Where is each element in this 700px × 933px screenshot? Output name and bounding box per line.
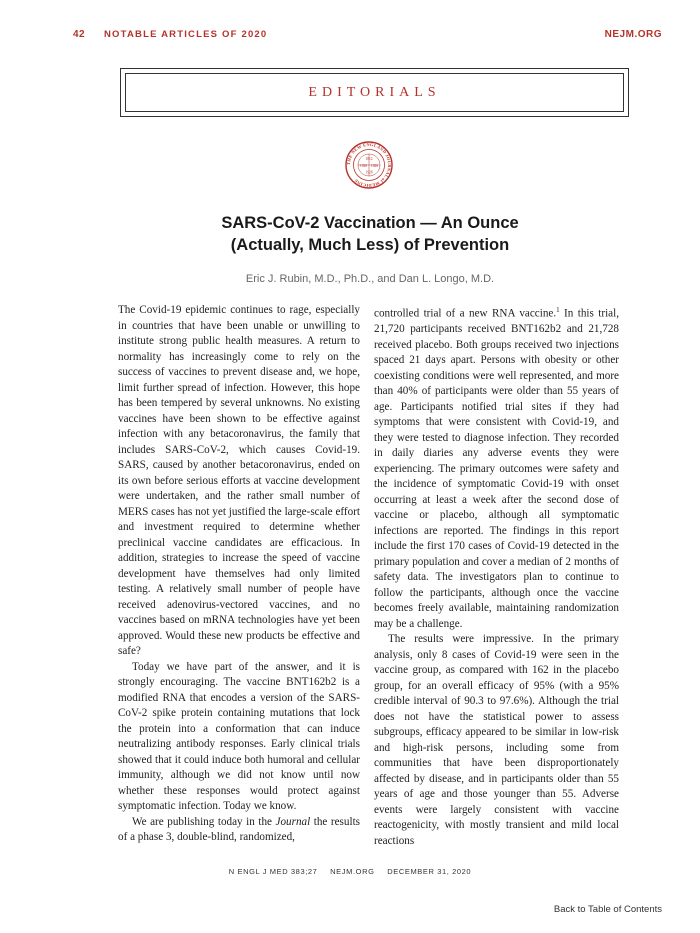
- editorials-banner: [120, 68, 629, 117]
- paragraph-text: the results of a phase 3, double-blind, randomized,: [118, 815, 360, 843]
- page-number: 42: [73, 29, 86, 40]
- article-title: [150, 212, 590, 256]
- footer-citation: N ENGL J MED 383;27: [228, 867, 318, 876]
- article-paragraph: [118, 815, 360, 846]
- editorials-label: EDITORIALS: [308, 84, 441, 100]
- svg-text:1828: 1828: [359, 164, 368, 169]
- svg-text:1812: 1812: [365, 157, 373, 161]
- back-to-toc-link[interactable]: Back to Table of Contents: [553, 904, 662, 915]
- site-name[interactable]: NEJM.ORG: [604, 29, 662, 40]
- article-column-right: [374, 303, 619, 849]
- article-title-line2: (Actually, Much Less) of Prevention: [230, 236, 510, 254]
- paragraph-text: We are publishing today in the: [132, 815, 276, 828]
- article-paragraph: The Covid-19 epidemic continues to rage, especially in countries that have been unable or unwilling to institute strong public health measures. A return to normality has increasingly come to rely on the success of vaccines to prevent disease and, we hope, limit further spread of infection. However, this hope has been tempered by several unknowns. No existing vaccines have been shown to be effective against infection with any betacoronavirus, the family that includes SARS-CoV-2, which causes Covid-19. SARS, caused by another betacoronavirus, ended on its own before serious efforts at vaccine development were undertaken, and the rather small number of MERS cases has not yet justified the large-scale effort and investment required to determine whether preclinical vaccine candidates are efficacious. In addition, strategies to increase the speed of vaccine development have themselves had only limited testing. A relatively small number of people have received adenovirus-vectored vaccines, and no vaccines based on mRNA technologies have yet been approved. Would these new products be effective and safe?: [118, 304, 360, 657]
- footer-site: NEJM.ORG: [330, 867, 375, 876]
- section-header: NOTABLE ARTICLES OF 2020: [104, 29, 268, 40]
- nejm-seal-logo: [345, 141, 393, 189]
- reference-superscript[interactable]: 1: [556, 306, 560, 314]
- page-footer: [0, 867, 700, 876]
- svg-text:1826: 1826: [370, 164, 379, 169]
- article-paragraph: Today we have part of the answer, and it is strongly encouraging. The vaccine BNT162b2 is a modified RNA that encodes a version of the SARS-CoV-2 spike protein containing mutations that lock the protein into a conformation that can induce neutralizing antibody responses. Early clinical trials showed that it could induce both humoral and cellular immunity, although we did not know until now whether these responses would protect against symptomatic infection. Today we know.: [118, 660, 360, 812]
- paragraph-text: controlled trial of a new RNA vaccine.: [374, 307, 557, 320]
- journal-italic: Journal: [275, 815, 311, 828]
- paragraph-text: In this trial, 21,720 participants received BNT162b2 and 21,728 received placebo. Both groups received two injections spaced 21 days apart. Persons with obesity or other coexisting conditions were well represented, and more than 40% of participants were older than 55 years of age. Participants notified trial sites if they had symptoms that were consistent with Covid-19, and they were tested to diagnose infection. They recorded in daily diaries any adverse events they were experiencing. The primary outcomes were safety and the incidence of symptomatic Covid-19 with onset occurring at least a week after the second dose of vaccine or placebo, although all symptomatic infections are reported. The findings in this report include the first 170 cases of Covid-19 detected in the primary population and cover a median of 2 months of safety data. The investigators plan to continue to follow the participants, although once the vaccine becomes freely available, maintaining randomization may be a challenge.: [374, 307, 619, 630]
- svg-text:1928: 1928: [365, 170, 373, 175]
- article-paragraph: [374, 303, 619, 632]
- svg-text:THE NEW ENGLAND JOURNAL of MED: THE NEW ENGLAND JOURNAL of MEDICINE: [345, 141, 393, 189]
- article-column-left: [118, 303, 360, 846]
- article-title-line1: SARS-CoV-2 Vaccination — An Ounce: [221, 214, 519, 232]
- article-paragraph: The results were impressive. In the primary analysis, only 8 cases of Covid-19 were seen in the vaccine group, as compared with 162 in the placebo group, for an overall efficacy of 95% (with a 95% credible interval of 90.3 to 97.6%). Although the trial does not have the statistical power to assess subgroups, efficacy appeared to be similar in low-risk and high-risk persons, including some from communities that have been disproportionately affected by disease, and in participants older than 55 years of age and those younger than 55. Adverse events were largely consistent with vaccine reactogenicity, with mostly transient and mild local reactions: [374, 633, 619, 847]
- footer-date: DECEMBER 31, 2020: [387, 867, 472, 876]
- article-authors: Eric J. Rubin, M.D., Ph.D., and Dan L. Longo, M.D.: [245, 273, 495, 285]
- editorials-banner-inner: [125, 73, 624, 112]
